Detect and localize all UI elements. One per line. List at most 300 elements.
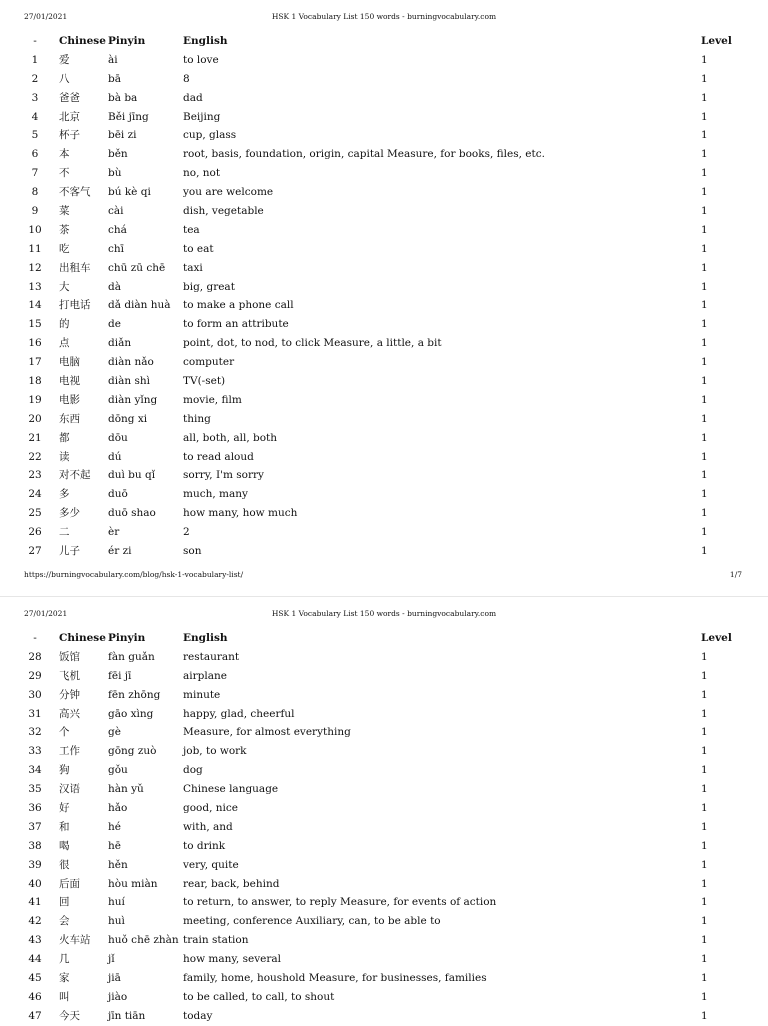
pinyin: gōng zuò	[108, 745, 157, 758]
pinyin: hěn	[108, 858, 128, 871]
english-meaning: cup, glass	[183, 129, 237, 142]
table-row	[0, 372, 768, 391]
hsk-level: 1	[701, 375, 708, 388]
hsk-level: 1	[701, 318, 708, 331]
page-footer	[0, 570, 768, 582]
table-row	[0, 742, 768, 761]
english-meaning: minute	[183, 688, 221, 701]
english-meaning: Measure, for almost everything	[183, 726, 351, 739]
row-number: 41	[28, 896, 42, 909]
english-meaning: big, great	[183, 280, 235, 293]
hsk-level: 1	[701, 990, 708, 1003]
chinese-word: 点	[59, 337, 70, 350]
page-header	[0, 609, 768, 623]
english-meaning: much, many	[183, 488, 248, 501]
table-row	[0, 686, 768, 705]
pinyin: bà ba	[108, 91, 138, 104]
table-row	[0, 705, 768, 724]
hsk-level: 1	[701, 91, 708, 104]
pinyin: èr	[108, 526, 120, 539]
row-number: 27	[28, 545, 42, 558]
row-number: 33	[28, 745, 42, 758]
chinese-word: 家	[59, 972, 70, 985]
english-meaning: tea	[183, 223, 200, 236]
english-meaning: all, both, all, both	[183, 431, 278, 444]
pinyin: jiā	[108, 972, 121, 985]
english-meaning: 8	[183, 72, 190, 85]
chinese-word: 读	[59, 450, 70, 463]
english-meaning: thing	[183, 412, 211, 425]
table-row	[0, 1007, 768, 1026]
table-row	[0, 353, 768, 372]
hsk-level: 1	[701, 764, 708, 777]
chinese-word: 大	[59, 280, 70, 293]
chinese-word: 儿子	[59, 545, 80, 558]
row-number: 14	[28, 299, 42, 312]
english-meaning: job, to work	[183, 745, 247, 758]
row-number: 20	[28, 412, 42, 425]
row-number: 1	[31, 53, 39, 66]
row-number: 44	[28, 953, 42, 966]
pinyin: huí	[108, 896, 125, 909]
english-meaning: meeting, conference Auxiliary, can, to be able to	[183, 915, 441, 928]
table-row	[0, 931, 768, 950]
chinese-word: 狗	[59, 764, 70, 777]
chinese-word: 不客气	[59, 186, 91, 199]
chinese-word: 和	[59, 820, 70, 833]
chinese-word: 爱	[59, 53, 70, 66]
table-row	[0, 448, 768, 467]
chinese-word: 电视	[59, 375, 80, 388]
table-row	[0, 315, 768, 334]
pinyin: ér zi	[108, 545, 132, 558]
hsk-level: 1	[701, 431, 708, 444]
english-meaning: point, dot, to nod, to click Measure, a little, a bit	[183, 337, 442, 350]
document-title: HSK 1 Vocabulary List 150 words - burningvocabulary.com	[271, 609, 497, 618]
table-row	[0, 818, 768, 837]
hsk-level: 1	[701, 545, 708, 558]
table-row	[0, 875, 768, 894]
english-meaning: to make a phone call	[183, 299, 294, 312]
row-number: 2	[31, 72, 39, 85]
english-meaning: son	[183, 545, 202, 558]
table-row	[0, 950, 768, 969]
pinyin: huǒ chē zhàn	[108, 934, 179, 947]
english-meaning: TV(-set)	[183, 375, 226, 388]
pinyin: jīn tiān	[108, 1009, 146, 1022]
col-chinese-header: Chinese	[59, 632, 106, 644]
english-meaning: good, nice	[183, 802, 238, 815]
chinese-word: 工作	[59, 745, 80, 758]
table-row	[0, 837, 768, 856]
col-num-header: -	[33, 632, 37, 644]
chinese-word: 出租车	[59, 261, 91, 274]
pinyin: Běi jīng	[108, 110, 149, 123]
chinese-word: 高兴	[59, 707, 80, 720]
pinyin: duō shao	[108, 507, 156, 520]
table-row	[0, 780, 768, 799]
pinyin: bā	[108, 72, 121, 85]
pinyin: hòu miàn	[108, 877, 158, 890]
chinese-word: 汉语	[59, 783, 80, 796]
row-number: 38	[28, 839, 42, 852]
vocabulary-table	[0, 32, 768, 561]
pinyin: běn	[108, 148, 128, 161]
row-number: 18	[28, 375, 42, 388]
row-number: 11	[28, 242, 42, 255]
hsk-level: 1	[701, 261, 708, 274]
hsk-level: 1	[701, 469, 708, 482]
row-number: 12	[28, 261, 42, 274]
pinyin: dú	[108, 450, 122, 463]
col-pinyin-header: Pinyin	[108, 35, 146, 47]
table-row	[0, 70, 768, 89]
pinyin: jǐ	[108, 953, 115, 966]
hsk-level: 1	[701, 205, 708, 218]
print-date: 27/01/2021	[24, 609, 68, 618]
english-meaning: how many, how much	[183, 507, 298, 520]
hsk-level: 1	[701, 934, 708, 947]
chinese-word: 八	[59, 72, 70, 85]
hsk-level: 1	[701, 280, 708, 293]
hsk-level: 1	[701, 726, 708, 739]
hsk-level: 1	[701, 450, 708, 463]
table-row	[0, 799, 768, 818]
chinese-word: 今天	[59, 1009, 80, 1022]
pinyin: duō	[108, 488, 128, 501]
table-row	[0, 126, 768, 145]
row-number: 32	[28, 726, 42, 739]
row-number: 15	[28, 318, 42, 331]
chinese-word: 杯子	[59, 129, 80, 142]
row-number: 16	[28, 337, 42, 350]
chinese-word: 东西	[59, 412, 80, 425]
hsk-level: 1	[701, 526, 708, 539]
row-number: 5	[31, 129, 39, 142]
english-meaning: to love	[183, 53, 219, 66]
table-row	[0, 259, 768, 278]
table-row	[0, 761, 768, 780]
table-row	[0, 296, 768, 315]
english-meaning: dish, vegetable	[183, 205, 264, 218]
col-chinese-header: Chinese	[59, 35, 106, 47]
hsk-level: 1	[701, 223, 708, 236]
english-meaning: restaurant	[183, 650, 240, 663]
chinese-word: 二	[59, 526, 70, 539]
hsk-level: 1	[701, 167, 708, 180]
row-number: 40	[28, 877, 42, 890]
pinyin: gǒu	[108, 764, 128, 777]
hsk-level: 1	[701, 1009, 708, 1022]
hsk-level: 1	[701, 669, 708, 682]
chinese-word: 本	[59, 148, 70, 161]
row-number: 6	[31, 148, 39, 161]
row-number: 37	[28, 820, 42, 833]
table-row	[0, 648, 768, 667]
english-meaning: airplane	[183, 669, 227, 682]
pinyin: fēn zhōng	[108, 688, 161, 701]
table-row	[0, 89, 768, 108]
row-number: 13	[28, 280, 42, 293]
col-pinyin-header: Pinyin	[108, 632, 146, 644]
hsk-level: 1	[701, 242, 708, 255]
english-meaning: Chinese language	[183, 783, 279, 796]
table-row	[0, 108, 768, 127]
hsk-level: 1	[701, 915, 708, 928]
row-number: 43	[28, 934, 42, 947]
hsk-level: 1	[701, 650, 708, 663]
english-meaning: dad	[183, 91, 203, 104]
table-row	[0, 334, 768, 353]
table-row	[0, 723, 768, 742]
chinese-word: 茶	[59, 223, 70, 236]
hsk-level: 1	[701, 72, 708, 85]
table-header-row	[0, 629, 768, 648]
english-meaning: Beijing	[183, 110, 221, 123]
table-row	[0, 893, 768, 912]
pinyin: diàn nǎo	[108, 356, 154, 369]
english-meaning: family, home, houshold Measure, for businesses, families	[183, 972, 487, 985]
pinyin: dōu	[108, 431, 128, 444]
hsk-level: 1	[701, 488, 708, 501]
chinese-word: 饭馆	[59, 650, 80, 663]
english-meaning: root, basis, foundation, origin, capital Measure, for books, files, etc.	[183, 148, 545, 161]
chinese-word: 不	[59, 167, 70, 180]
hsk-level: 1	[701, 839, 708, 852]
table-row	[0, 667, 768, 686]
print-date: 27/01/2021	[24, 12, 68, 21]
row-number: 22	[28, 450, 42, 463]
hsk-level: 1	[701, 356, 708, 369]
hsk-level: 1	[701, 688, 708, 701]
hsk-level: 1	[701, 707, 708, 720]
row-number: 29	[28, 669, 42, 682]
row-number: 46	[28, 990, 42, 1003]
table-row	[0, 145, 768, 164]
row-number: 39	[28, 858, 42, 871]
pinyin: fàn guǎn	[108, 650, 155, 663]
chinese-word: 好	[59, 802, 70, 815]
chinese-word: 很	[59, 858, 70, 871]
row-number: 30	[28, 688, 42, 701]
col-num-header: -	[33, 35, 37, 47]
pinyin: chá	[108, 223, 127, 236]
row-number: 19	[28, 393, 42, 406]
english-meaning: computer	[183, 356, 235, 369]
chinese-word: 火车站	[59, 934, 91, 947]
pinyin: jiào	[108, 990, 128, 1003]
row-number: 45	[28, 972, 42, 985]
table-row	[0, 969, 768, 988]
pinyin: bú kè qi	[108, 186, 151, 199]
table-row	[0, 504, 768, 523]
table-row	[0, 410, 768, 429]
chinese-word: 北京	[59, 110, 80, 123]
pinyin: chū zū chē	[108, 261, 166, 274]
chinese-word: 飞机	[59, 669, 80, 682]
chinese-word: 电影	[59, 393, 80, 406]
chinese-word: 喝	[59, 839, 70, 852]
footer-url[interactable]: https://burningvocabulary.com/blog/hsk-1-vocabulary-list/	[24, 570, 244, 579]
pinyin: bēi zi	[108, 129, 137, 142]
row-number: 35	[28, 783, 42, 796]
row-number: 21	[28, 431, 42, 444]
chinese-word: 的	[59, 318, 70, 331]
hsk-level: 1	[701, 337, 708, 350]
english-meaning: taxi	[183, 261, 203, 274]
row-number: 10	[28, 223, 42, 236]
english-meaning: to return, to answer, to reply Measure, for events of action	[183, 896, 497, 909]
hsk-level: 1	[701, 110, 708, 123]
table-row	[0, 240, 768, 259]
english-meaning: train station	[183, 934, 249, 947]
pinyin: duì bu qǐ	[108, 469, 156, 482]
table-row	[0, 278, 768, 297]
pinyin: dà	[108, 280, 121, 293]
table-row	[0, 164, 768, 183]
chinese-word: 都	[59, 431, 70, 444]
english-meaning: 2	[183, 526, 190, 539]
chinese-word: 爸爸	[59, 91, 80, 104]
pinyin: de	[108, 318, 121, 331]
english-meaning: to eat	[183, 242, 214, 255]
english-meaning: happy, glad, cheerful	[183, 707, 295, 720]
hsk-level: 1	[701, 507, 708, 520]
chinese-word: 对不起	[59, 469, 91, 482]
col-english-header: English	[183, 35, 228, 47]
table-row	[0, 856, 768, 875]
chinese-word: 吃	[59, 242, 70, 255]
english-meaning: today	[183, 1009, 213, 1022]
table-row	[0, 542, 768, 561]
table-row	[0, 51, 768, 70]
chinese-word: 后面	[59, 877, 80, 890]
chinese-word: 叫	[59, 990, 70, 1003]
row-number: 36	[28, 802, 42, 815]
chinese-word: 菜	[59, 205, 70, 218]
pinyin: hǎo	[108, 802, 128, 815]
col-level-header: Level	[701, 35, 732, 47]
col-level-header: Level	[701, 632, 732, 644]
row-number: 7	[31, 167, 39, 180]
row-number: 42	[28, 915, 42, 928]
english-meaning: you are welcome	[183, 186, 274, 199]
chinese-word: 分钟	[59, 688, 80, 701]
page-number: 1/7	[729, 570, 742, 579]
table-row	[0, 221, 768, 240]
pinyin: fēi jī	[108, 669, 132, 682]
row-number: 26	[28, 526, 42, 539]
pinyin: hé	[108, 820, 121, 833]
pinyin: bù	[108, 167, 122, 180]
english-meaning: rear, back, behind	[183, 877, 280, 890]
hsk-level: 1	[701, 299, 708, 312]
english-meaning: dog	[183, 764, 203, 777]
pinyin: diàn yǐng	[108, 393, 158, 406]
english-meaning: to read aloud	[183, 450, 254, 463]
pinyin: dōng xi	[108, 412, 148, 425]
hsk-level: 1	[701, 745, 708, 758]
table-row	[0, 466, 768, 485]
table-row	[0, 202, 768, 221]
hsk-level: 1	[701, 53, 708, 66]
english-meaning: no, not	[183, 167, 221, 180]
hsk-level: 1	[701, 820, 708, 833]
hsk-level: 1	[701, 148, 708, 161]
row-number: 17	[28, 356, 42, 369]
pinyin: gāo xìng	[108, 707, 154, 720]
row-number: 23	[28, 469, 42, 482]
chinese-word: 打电话	[59, 299, 91, 312]
table-row	[0, 391, 768, 410]
english-meaning: with, and	[183, 820, 233, 833]
hsk-level: 1	[701, 393, 708, 406]
english-meaning: to be called, to call, to shout	[183, 990, 335, 1003]
row-number: 3	[31, 91, 39, 104]
chinese-word: 多	[59, 488, 70, 501]
hsk-level: 1	[701, 896, 708, 909]
english-meaning: sorry, I'm sorry	[183, 469, 264, 482]
english-meaning: how many, several	[183, 953, 281, 966]
row-number: 9	[31, 205, 39, 218]
chinese-word: 几	[59, 953, 70, 966]
chinese-word: 回	[59, 896, 70, 909]
row-number: 8	[31, 186, 39, 199]
row-number: 24	[28, 488, 42, 501]
english-meaning: movie, film	[183, 393, 242, 406]
pinyin: diàn shì	[108, 375, 150, 388]
pinyin: hē	[108, 839, 121, 852]
row-number: 4	[31, 110, 39, 123]
hsk-level: 1	[701, 972, 708, 985]
chinese-word: 电脑	[59, 356, 80, 369]
english-meaning: to drink	[183, 839, 226, 852]
table-row	[0, 912, 768, 931]
hsk-level: 1	[701, 953, 708, 966]
hsk-level: 1	[701, 858, 708, 871]
page-header	[0, 12, 768, 26]
hsk-level: 1	[701, 877, 708, 890]
document-title: HSK 1 Vocabulary List 150 words - burningvocabulary.com	[271, 12, 497, 21]
pinyin: gè	[108, 726, 121, 739]
english-meaning: to form an attribute	[183, 318, 289, 331]
hsk-level: 1	[701, 186, 708, 199]
pinyin: ài	[108, 53, 118, 66]
table-row	[0, 523, 768, 542]
table-header-row	[0, 32, 768, 51]
chinese-word: 个	[59, 726, 70, 739]
hsk-level: 1	[701, 129, 708, 142]
row-number: 31	[28, 707, 42, 720]
chinese-word: 会	[59, 915, 70, 928]
pinyin: diǎn	[108, 337, 132, 350]
pdf-page-2	[0, 597, 768, 1025]
vocabulary-table	[0, 629, 768, 1026]
row-number: 28	[28, 650, 42, 663]
hsk-level: 1	[701, 412, 708, 425]
pinyin: cài	[108, 205, 124, 218]
pinyin: huì	[108, 915, 125, 928]
table-row	[0, 485, 768, 504]
table-row	[0, 183, 768, 202]
english-meaning: very, quite	[183, 858, 239, 871]
hsk-level: 1	[701, 783, 708, 796]
pinyin: dǎ diàn huà	[108, 299, 171, 312]
pinyin: chī	[108, 242, 125, 255]
table-row	[0, 988, 768, 1007]
row-number: 25	[28, 507, 42, 520]
chinese-word: 多少	[59, 507, 80, 520]
